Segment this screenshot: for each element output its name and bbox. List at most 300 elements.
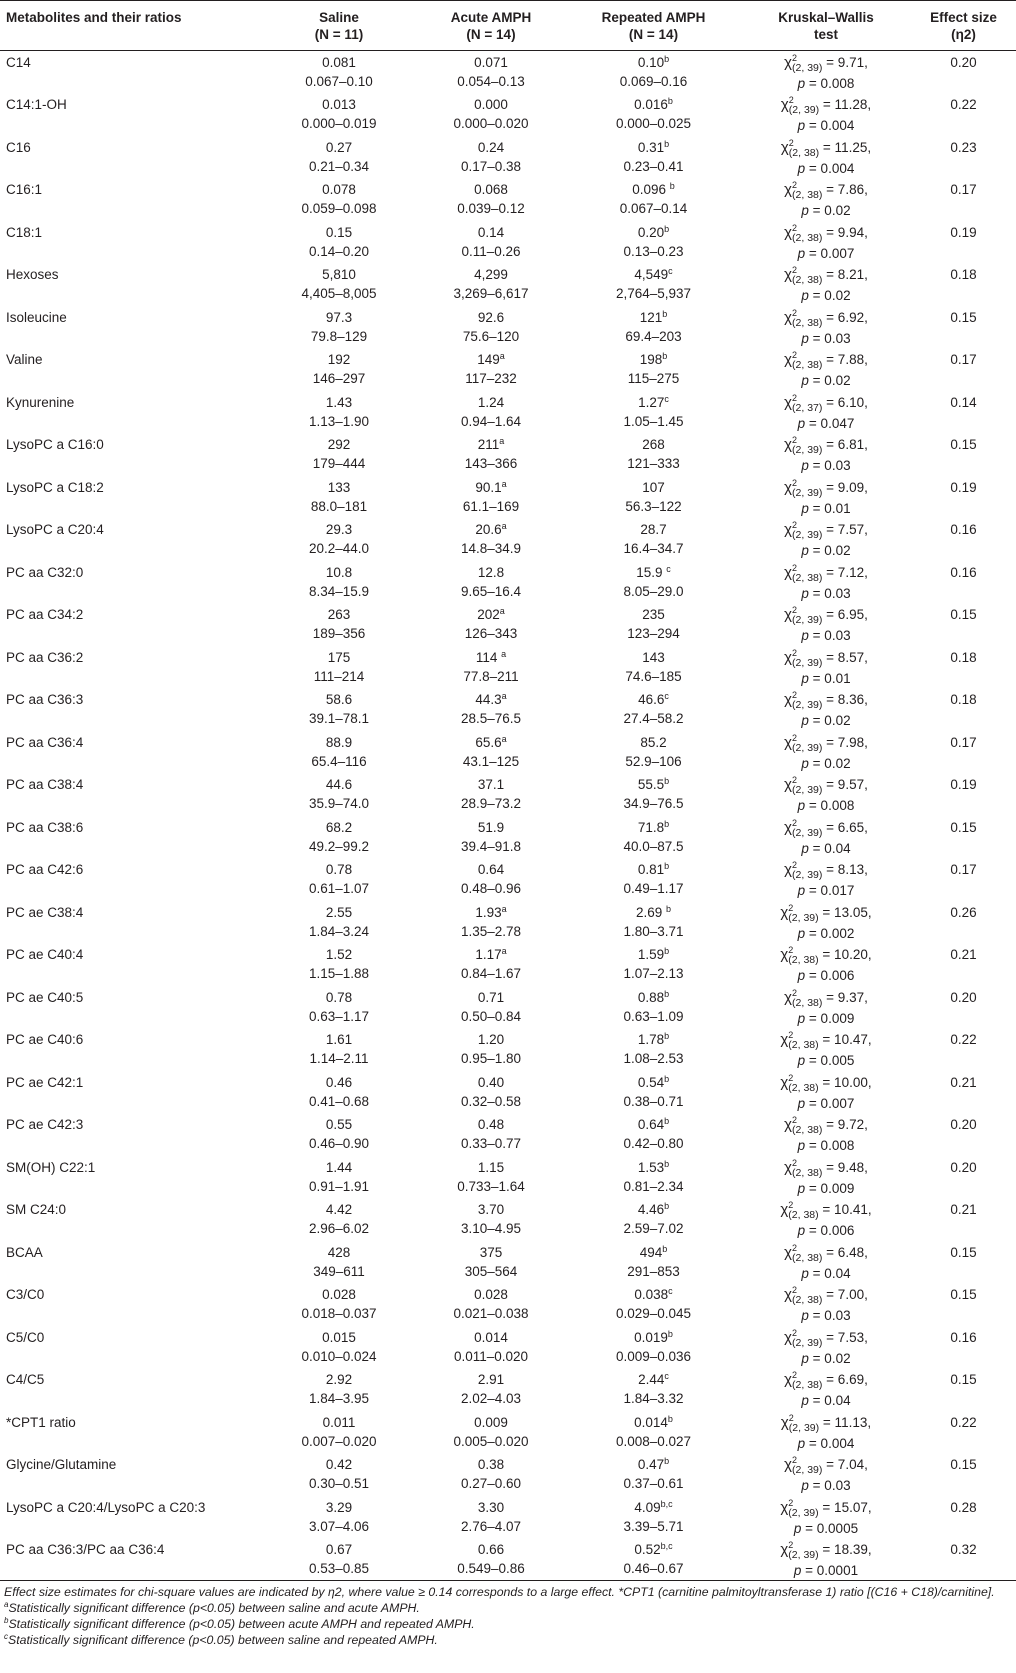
median-value: 121 — [639, 309, 663, 325]
iqr-range: 0.23–0.41 — [623, 158, 684, 174]
iqr-range: 28.5–76.5 — [460, 711, 522, 726]
median-value: 0.88 — [637, 989, 665, 1005]
header-acute: Acute AMPH (N = 14) — [416, 1, 566, 51]
acute-cell — [416, 1071, 566, 1114]
acute-cell — [416, 688, 566, 731]
repeated-cell — [566, 391, 741, 434]
significance-mark: b — [667, 1328, 673, 1339]
table-row — [0, 1326, 1016, 1369]
chi-square-value: = 7.86, — [826, 182, 868, 197]
iqr-range: 1.84–3.24 — [308, 923, 370, 939]
metabolite-name: PC aa C42:6 — [6, 862, 84, 877]
median-value: 2.44 — [638, 1372, 665, 1387]
median-value: 71.8 — [637, 819, 665, 835]
saline-cell — [262, 816, 416, 859]
median-value: 0.015 — [322, 1329, 356, 1345]
acute-cell — [416, 816, 566, 859]
significance-mark: b — [664, 818, 670, 829]
p-value: = 0.006 — [808, 1223, 855, 1238]
repeated-cell — [566, 1453, 741, 1496]
saline-cell — [262, 646, 416, 689]
significance-mark: b — [666, 903, 672, 914]
iqr-range: 0.000–0.019 — [301, 116, 377, 131]
iqr-range: 49.2–99.2 — [308, 838, 370, 854]
significance-mark: b — [664, 54, 670, 64]
significance-mark: a — [499, 606, 505, 616]
iqr-range: 1.15–1.88 — [308, 966, 370, 981]
median-value: 192 — [327, 352, 351, 367]
median-value: 0.15 — [325, 224, 353, 240]
iqr-range: 0.63–1.17 — [308, 1008, 370, 1024]
significance-mark: b — [662, 1243, 668, 1254]
median-value: 268 — [642, 437, 665, 452]
header-kruskal-wallis: Kruskal–Wallis test — [741, 1, 911, 51]
degrees-of-freedom: (2, 39) — [788, 1506, 819, 1519]
repeated-cell — [566, 943, 741, 986]
iqr-range: 0.21–0.34 — [308, 158, 370, 174]
iqr-range: 39.4–91.8 — [460, 838, 522, 854]
p-value: = 0.008 — [808, 798, 855, 813]
effect-size-cell: 0.21 — [950, 947, 977, 962]
chi-square-value: = 8.57, — [826, 649, 868, 665]
metabolite-name: *CPT1 ratio — [6, 1414, 76, 1430]
table-row — [0, 646, 1016, 689]
table-row — [0, 943, 1016, 986]
median-value: 428 — [327, 1244, 351, 1260]
repeated-cell — [566, 561, 741, 604]
iqr-range: 179–444 — [312, 456, 366, 471]
kruskal-wallis-cell: $\chi^2_{(2, 38)} = 10.20$, p = 0.006 — [780, 945, 872, 983]
iqr-range: 0.059–0.098 — [301, 201, 377, 216]
repeated-cell — [566, 688, 741, 731]
saline-cell — [262, 391, 416, 434]
median-value: 0.028 — [474, 1287, 508, 1302]
median-value: 58.6 — [325, 692, 353, 707]
saline-cell — [262, 1496, 416, 1539]
metabolite-name: Isoleucine — [6, 309, 67, 325]
repeated-cell — [566, 986, 741, 1029]
iqr-range: 0.32–0.58 — [460, 1093, 522, 1109]
saline-cell — [262, 901, 416, 944]
significance-mark: c — [666, 563, 671, 574]
median-value: 1.52 — [325, 947, 353, 962]
iqr-range: 305–564 — [464, 1263, 518, 1279]
effect-size-cell: 0.21 — [950, 1202, 977, 1217]
saline-cell — [262, 263, 416, 306]
iqr-range: 0.46–0.90 — [308, 1136, 370, 1151]
median-value: 175 — [327, 649, 351, 665]
repeated-cell — [566, 476, 741, 519]
acute-cell — [416, 136, 566, 179]
iqr-range: 115–275 — [627, 371, 680, 386]
effect-size-cell: 0.15 — [950, 1287, 977, 1302]
saline-cell — [262, 773, 416, 816]
chi-square-value: = 10.20, — [822, 947, 872, 962]
table-row — [0, 561, 1016, 604]
iqr-range: 4,405–8,005 — [301, 286, 377, 301]
repeated-cell — [566, 858, 741, 901]
iqr-range: 69.4–203 — [625, 328, 682, 344]
iqr-range: 77.8–211 — [463, 668, 519, 684]
table-row — [0, 1071, 1016, 1114]
saline-cell — [262, 178, 416, 221]
median-value: 0.40 — [477, 1074, 505, 1090]
median-value: 5,810 — [322, 267, 356, 282]
degrees-of-freedom: (2, 38) — [792, 359, 823, 371]
degrees-of-freedom: (2, 39) — [792, 62, 823, 74]
header-effect-size: Effect size (η2) — [911, 1, 1016, 51]
acute-cell — [416, 93, 566, 136]
effect-size-cell: 0.18 — [950, 267, 977, 282]
median-value: 3.29 — [325, 1499, 353, 1515]
iqr-range: 0.42–0.80 — [623, 1136, 684, 1151]
effect-size-cell: 0.15 — [950, 437, 977, 452]
significance-mark: a — [501, 521, 507, 531]
iqr-range: 65.4–116 — [311, 753, 367, 769]
degrees-of-freedom: (2, 38) — [788, 1081, 819, 1094]
iqr-range: 0.63–1.09 — [623, 1008, 684, 1024]
chi-square-value: = 7.57, — [826, 522, 868, 537]
median-value: 55.5 — [637, 777, 665, 792]
kruskal-wallis-cell: $\chi^2_{(2, 39)} = 11.13$, p = 0.004 — [780, 1412, 872, 1451]
iqr-range: 56.3–122 — [625, 498, 682, 514]
acute-cell — [416, 306, 566, 349]
saline-cell — [262, 688, 416, 731]
degrees-of-freedom: (2, 38) — [792, 316, 823, 329]
repeated-cell — [566, 1283, 741, 1326]
repeated-cell — [566, 816, 741, 859]
median-value: 202 — [477, 607, 500, 622]
repeated-cell — [566, 1198, 741, 1241]
median-value: 2.92 — [325, 1372, 353, 1387]
median-value: 1.44 — [325, 1159, 353, 1175]
effect-size-cell: 0.15 — [950, 607, 977, 622]
iqr-range: 1.07–2.13 — [623, 966, 684, 981]
iqr-range: 0.95–1.80 — [460, 1051, 522, 1066]
iqr-range: 2.02–4.03 — [460, 1391, 522, 1406]
table-row — [0, 1368, 1016, 1411]
chi-square-value: = 7.98, — [826, 734, 868, 750]
median-value: 0.27 — [325, 139, 353, 155]
acute-cell — [416, 391, 566, 434]
p-value: = 0.02 — [812, 373, 851, 388]
median-value: 15.9 — [636, 564, 667, 580]
degrees-of-freedom: (2, 39) — [792, 1464, 823, 1476]
degrees-of-freedom: (2, 38) — [792, 1251, 823, 1264]
table-row — [0, 1241, 1016, 1284]
significance-mark: c — [664, 1371, 669, 1381]
iqr-range: 3.39–5.71 — [623, 1518, 684, 1534]
saline-cell — [262, 561, 416, 604]
repeated-cell — [566, 1326, 741, 1369]
effect-size-cell: 0.17 — [950, 182, 977, 197]
repeated-cell — [566, 1411, 741, 1454]
median-value: 133 — [327, 479, 351, 495]
metabolite-name: PC aa C36:3 — [6, 692, 84, 707]
iqr-range: 74.6–185 — [625, 668, 682, 684]
median-value: 0.71 — [477, 989, 505, 1005]
table-row — [0, 816, 1016, 859]
p-value: = 0.04 — [812, 1265, 851, 1281]
chi-square-value: = 7.04, — [826, 1457, 868, 1472]
iqr-range: 3.07–4.06 — [308, 1518, 370, 1534]
significance-mark: a — [501, 648, 507, 659]
metabolite-name: LysoPC a C16:0 — [6, 437, 104, 452]
acute-cell — [416, 263, 566, 306]
median-value: 0.014 — [634, 1414, 668, 1430]
iqr-range: 0.733–1.64 — [457, 1178, 525, 1194]
median-value: 44.6 — [325, 777, 353, 792]
iqr-range: 0.010–0.024 — [301, 1348, 377, 1364]
median-value: 235 — [642, 607, 665, 622]
kruskal-wallis-cell: $\chi^2_{(2, 39)} = 7.57$, p = 0.02 — [784, 520, 868, 558]
significance-mark: b — [664, 1073, 670, 1084]
median-value: 0.078 — [322, 182, 356, 197]
kruskal-wallis-cell: $\chi^2_{(2, 39)} = 9.57$, p = 0.008 — [784, 775, 868, 813]
significance-mark: a — [501, 478, 507, 489]
iqr-range: 0.13–0.23 — [623, 243, 684, 259]
p-value: = 0.01 — [812, 670, 851, 686]
iqr-range: 0.14–0.20 — [308, 243, 370, 259]
p-value: = 0.01 — [812, 500, 851, 516]
metabolite-name: LysoPC a C20:4/LysoPC a C20:3 — [6, 1499, 206, 1515]
table-row — [0, 476, 1016, 519]
metabolite-name: PC aa C36:2 — [6, 649, 84, 665]
median-value: 12.8 — [477, 564, 505, 580]
median-value: 0.019 — [634, 1329, 668, 1345]
p-value: = 0.008 — [808, 1138, 855, 1153]
header-repeated: Repeated AMPH (N = 14) — [566, 1, 741, 51]
median-value: 0.016 — [634, 97, 668, 112]
iqr-range: 143–366 — [464, 456, 518, 471]
degrees-of-freedom: (2, 38) — [792, 1124, 823, 1136]
median-value: 263 — [327, 607, 351, 622]
iqr-range: 291–853 — [627, 1263, 680, 1279]
median-value: 1.93 — [475, 904, 502, 920]
iqr-range: 8.34–15.9 — [308, 583, 370, 599]
kruskal-wallis-cell: $\chi^2_{(2, 38)} = 10.41$, p = 0.006 — [780, 1200, 872, 1238]
kruskal-wallis-cell: $\chi^2_{(2, 38)} = 10.00$, p = 0.007 — [780, 1072, 872, 1111]
table-row — [0, 178, 1016, 221]
metabolite-name: Hexoses — [6, 267, 59, 282]
table-row — [0, 1411, 1016, 1454]
saline-cell — [262, 1198, 416, 1241]
degrees-of-freedom: (2, 38) — [792, 189, 823, 201]
metabolite-name: C16 — [6, 139, 31, 155]
iqr-range: 111–214 — [313, 668, 365, 684]
repeated-cell — [566, 93, 741, 136]
kruskal-wallis-cell: $\chi^2_{(2, 38)} = 11.25$, p = 0.004 — [780, 137, 872, 176]
p-value: = 0.007 — [808, 1095, 855, 1111]
median-value: 1.61 — [325, 1032, 353, 1047]
iqr-range: 3,269–6,617 — [453, 286, 529, 301]
iqr-range: 0.054–0.13 — [457, 74, 525, 89]
metabolite-name: PC aa C36:3/PC aa C36:4 — [0, 1538, 262, 1581]
effect-size-cell: 0.20 — [950, 989, 977, 1005]
chi-square-value: = 9.37, — [826, 989, 868, 1005]
effect-size-cell: 0.22 — [950, 1032, 977, 1047]
p-value: = 0.03 — [812, 1308, 851, 1323]
iqr-range: 61.1–169 — [462, 498, 520, 514]
acute-cell — [416, 901, 566, 944]
saline-cell — [262, 136, 416, 179]
significance-mark: b — [664, 776, 670, 786]
acute-cell — [416, 858, 566, 901]
iqr-range: 3.10–4.95 — [460, 1221, 522, 1236]
effect-size-cell: 0.15 — [950, 819, 977, 835]
metabolite-name: C16:1 — [6, 182, 43, 197]
kruskal-wallis-cell: $\chi^2_{(2, 37)} = 6.10$, p = 0.047 — [784, 392, 868, 431]
p-value: = 0.03 — [812, 458, 851, 473]
saline-cell — [262, 1071, 416, 1114]
effect-size-cell: 0.20 — [950, 1159, 977, 1175]
kruskal-wallis-cell: $\chi^2_{(2, 38)} = 9.48$, p = 0.009 — [784, 1157, 868, 1196]
chi-square-value: = 11.28, — [822, 97, 872, 112]
saline-cell — [262, 51, 416, 94]
iqr-range: 0.069–0.16 — [619, 74, 688, 89]
median-value: 1.20 — [477, 1032, 505, 1047]
repeated-cell — [566, 136, 741, 179]
median-value: 149 — [477, 352, 500, 367]
saline-cell — [262, 858, 416, 901]
metabolite-name: C14:1-OH — [6, 97, 67, 112]
kruskal-wallis-cell: $\chi^2_{(2, 38)} = 7.88$, p = 0.02 — [784, 350, 868, 388]
median-value: 46.6 — [638, 692, 665, 707]
iqr-range: 16.4–34.7 — [623, 541, 684, 556]
iqr-range: 0.38–0.71 — [623, 1093, 684, 1109]
metabolite-name: BCAA — [6, 1244, 43, 1260]
iqr-range: 0.50–0.84 — [460, 1008, 522, 1024]
repeated-cell — [566, 1496, 741, 1539]
median-value: 0.20 — [637, 224, 665, 240]
iqr-range: 0.005–0.020 — [453, 1433, 529, 1449]
median-value: 1.24 — [477, 394, 505, 410]
iqr-range: 0.27–0.60 — [460, 1476, 522, 1491]
kruskal-wallis-cell: $\chi^2_{(2, 39)} = 6.95$, p = 0.03 — [784, 605, 868, 643]
iqr-range: 40.0–87.5 — [623, 838, 684, 854]
repeated-cell — [566, 1113, 741, 1156]
repeated-cell — [566, 1071, 741, 1114]
median-value: 2.91 — [477, 1372, 505, 1387]
iqr-range: 0.84–1.67 — [460, 966, 522, 981]
significance-mark: b — [664, 861, 670, 871]
saline-cell — [262, 348, 416, 391]
iqr-range: 349–611 — [313, 1263, 365, 1279]
iqr-range: 0.17–0.38 — [460, 158, 522, 174]
significance-mark: b — [664, 1201, 670, 1211]
median-value: 0.78 — [325, 989, 353, 1005]
p-value: = 0.03 — [812, 330, 851, 346]
significance-mark: b — [667, 1413, 673, 1424]
repeated-cell — [566, 603, 741, 646]
median-value: 1.78 — [637, 1032, 665, 1047]
iqr-range: 123–294 — [627, 626, 680, 641]
repeated-cell — [566, 1028, 741, 1071]
iqr-range: 189–356 — [312, 626, 366, 641]
iqr-range: 20.2–44.0 — [308, 541, 370, 556]
metabolite-name: PC aa C38:4 — [6, 777, 84, 792]
metabolite-name: PC aa C38:6 — [6, 819, 84, 835]
chi-square-value: = 15.07, — [822, 1499, 872, 1515]
repeated-cell — [566, 731, 741, 774]
iqr-range: 0.011–0.020 — [453, 1348, 529, 1364]
iqr-range: 9.65–16.4 — [460, 583, 522, 599]
degrees-of-freedom: (2, 39) — [792, 529, 823, 541]
acute-cell — [416, 1028, 566, 1071]
kruskal-wallis-cell: $\chi^2_{(2, 38)} = 7.12$, p = 0.03 — [784, 562, 868, 601]
median-value: 20.6 — [475, 522, 502, 537]
degrees-of-freedom: (2, 39) — [792, 741, 823, 754]
acute-cell — [416, 518, 566, 561]
iqr-range: 34.9–76.5 — [623, 796, 684, 811]
kruskal-wallis-cell: $\chi^2_{(2, 38)} = 8.21$, p = 0.02 — [784, 265, 868, 303]
significance-mark: b — [664, 1456, 670, 1466]
p-value: = 0.005 — [808, 1053, 855, 1068]
acute-cell — [416, 1496, 566, 1539]
significance-mark: a — [501, 946, 507, 956]
chi-square-value: = 9.48, — [826, 1159, 868, 1175]
degrees-of-freedom: (2, 38) — [788, 954, 819, 966]
effect-size-cell: 0.22 — [950, 97, 977, 112]
table-row — [0, 348, 1016, 391]
acute-cell — [416, 476, 566, 519]
median-value: 0.000 — [474, 97, 508, 112]
median-value: 292 — [327, 437, 351, 452]
iqr-range: 2.76–4.07 — [460, 1518, 522, 1534]
repeated-cell — [566, 1156, 741, 1199]
median-value: 0.46 — [325, 1074, 353, 1090]
acute-cell — [416, 348, 566, 391]
median-value: 1.59 — [637, 947, 665, 962]
iqr-range: 88.0–181 — [310, 498, 368, 514]
saline-cell — [262, 943, 416, 986]
kruskal-wallis-cell: $\chi^2_{(2, 39)} = 8.36$, p = 0.02 — [784, 690, 868, 728]
significance-mark: b — [664, 988, 670, 999]
kruskal-wallis-cell: $\chi^2_{(2, 39)} = 7.04$, p = 0.03 — [784, 1455, 868, 1493]
repeated-cell — [566, 306, 741, 349]
metabolite-name: C4/C5 — [6, 1372, 45, 1387]
degrees-of-freedom: (2, 39) — [792, 444, 823, 456]
degrees-of-freedom: (2, 39) — [792, 656, 823, 669]
repeated-cell — [566, 51, 741, 94]
effect-size-cell: 0.22 — [950, 1414, 977, 1430]
repeated-cell — [566, 773, 741, 816]
significance-mark: b,c — [660, 1541, 673, 1551]
header-saline: Saline (N = 11) — [262, 1, 416, 51]
median-value: 143 — [642, 649, 665, 665]
footnote-main: Effect size estimates for chi-square values are indicated by η2, where value ≥ 0.14 corresponds to a large effect. *CPT1 (carnitine palmitoyltransferase 1) ratio [(C16 + C18)/carnitine]. — [4, 1585, 995, 1599]
iqr-range: 8.05–29.0 — [623, 583, 684, 599]
iqr-range: 35.9–74.0 — [308, 796, 370, 811]
iqr-range: 0.11–0.26 — [461, 243, 521, 259]
significance-mark: b — [669, 181, 675, 191]
p-value: = 0.004 — [808, 1435, 855, 1451]
p-value: = 0.0005 — [805, 1520, 859, 1536]
iqr-range: 0.41–0.68 — [308, 1093, 370, 1109]
metabolite-name: PC ae C40:4 — [6, 947, 84, 962]
degrees-of-freedom: (2, 37) — [792, 401, 823, 414]
footnote-a: $^a$Statistically significant difference (p<0.05) between saline and acute AMPH. — [4, 1600, 420, 1615]
iqr-range: 0.53–0.85 — [308, 1561, 370, 1576]
median-value: 0.54 — [637, 1074, 665, 1090]
kruskal-wallis-cell: $\chi^2_{(2, 38)} = 9.72$, p = 0.008 — [784, 1115, 868, 1153]
median-value: 0.081 — [322, 55, 356, 70]
median-value: 37.1 — [477, 777, 505, 792]
median-value: 0.011 — [322, 1414, 356, 1430]
table-row — [0, 136, 1016, 179]
acute-cell — [416, 1453, 566, 1496]
significance-mark: b,c — [660, 1498, 673, 1509]
